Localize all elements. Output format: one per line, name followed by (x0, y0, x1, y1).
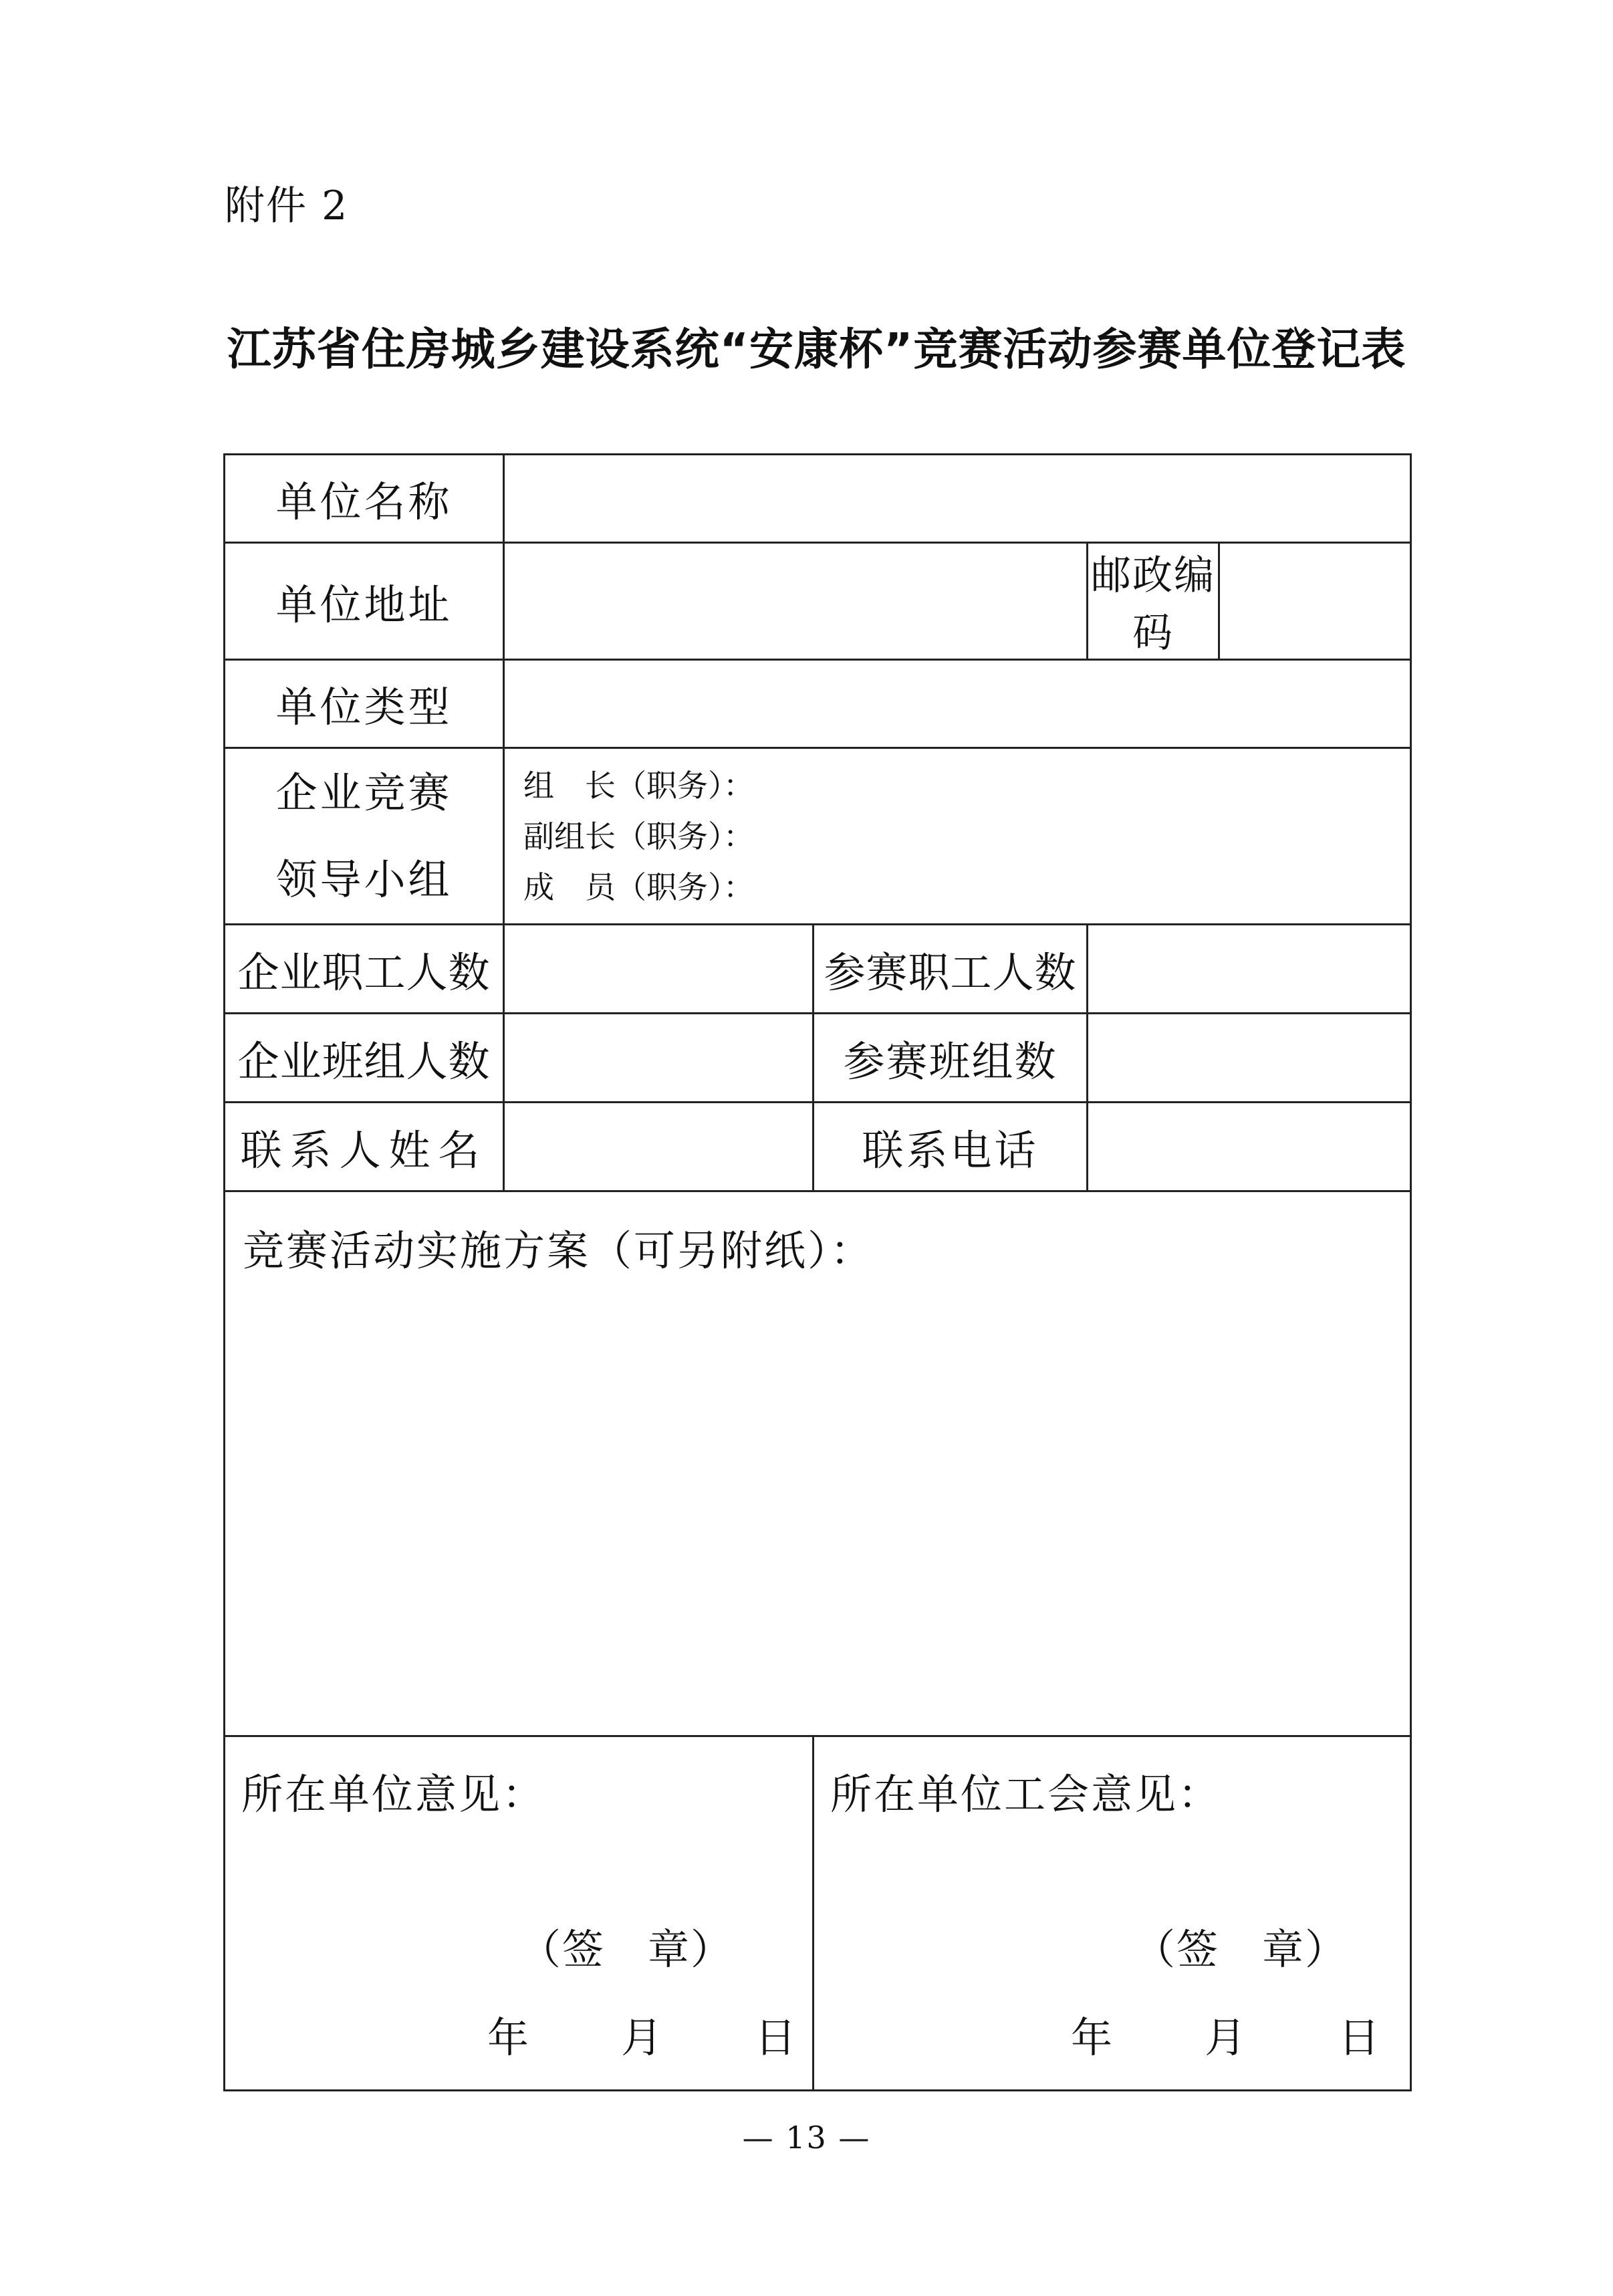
group-leader-line: 组 长（职务）： (523, 767, 754, 804)
unit-day-label: 日 (755, 2013, 797, 2062)
unit-type-field[interactable] (504, 660, 1411, 748)
postal-code-field[interactable] (1219, 543, 1411, 660)
unit-opinion-label: 所在单位意见： (241, 1770, 546, 1819)
unit-seal-label: （签 章） (519, 1925, 734, 1974)
contact-phone-field[interactable] (1088, 1103, 1411, 1191)
unit-opinion-field[interactable] (225, 1736, 814, 2091)
row-contact (225, 1103, 1411, 1191)
union-seal-label: （签 章） (1134, 1925, 1348, 1974)
attachment-label: 附件 2 (225, 183, 349, 229)
participating-team-field[interactable] (1088, 1014, 1411, 1103)
page-number: — 13 — (742, 2119, 871, 2156)
team-count-field[interactable] (504, 1014, 814, 1103)
registration-form-table (223, 453, 1412, 2091)
leading-group-label-line2: 领导小组 (275, 854, 453, 904)
participating-staff-label: 参赛职工人数 (814, 925, 1088, 1014)
member-line: 成 员（职务）： (523, 869, 754, 905)
staff-count-label: 企业职工人数 (225, 925, 504, 1014)
implementation-plan-field[interactable] (225, 1191, 1411, 1736)
union-opinion-field[interactable] (814, 1736, 1411, 2091)
unit-year-label: 年 (487, 2013, 529, 2062)
contact-name-field[interactable] (504, 1103, 814, 1191)
leading-group-label-line1: 企业竞赛 (275, 768, 453, 817)
row-staff-count (225, 925, 1411, 1014)
union-day-label: 日 (1338, 2013, 1380, 2062)
participating-team-label: 参赛班组数 (814, 1014, 1088, 1103)
unit-address-field[interactable] (504, 543, 1088, 660)
union-month-label: 月 (1205, 2013, 1247, 2062)
row-leading-group (225, 748, 1411, 925)
participating-staff-field[interactable] (1088, 925, 1411, 1014)
row-unit-name (225, 455, 1411, 543)
team-count-label: 企业班组人数 (225, 1014, 504, 1103)
row-opinions (225, 1736, 1411, 2091)
union-opinion-label: 所在单位工会意见： (830, 1770, 1222, 1819)
row-team-count (225, 1014, 1411, 1103)
unit-month-label: 月 (621, 2013, 663, 2062)
leading-group-field[interactable] (504, 748, 1411, 925)
postal-code-label: 邮政编码 (1088, 543, 1219, 660)
row-implementation-plan (225, 1191, 1411, 1736)
deputy-leader-line: 副组长（职务）： (523, 818, 754, 854)
implementation-plan-label: 竞赛活动实施方案（可另附纸）： (243, 1226, 874, 1275)
union-year-label: 年 (1071, 2013, 1113, 2062)
row-unit-type (225, 660, 1411, 748)
staff-count-field[interactable] (504, 925, 814, 1014)
unit-type-label: 单位类型 (225, 660, 504, 748)
unit-name-field[interactable] (504, 455, 1411, 543)
row-unit-address (225, 543, 1411, 660)
contact-name-label: 联系人姓名 (225, 1103, 504, 1191)
unit-name-label: 单位名称 (225, 455, 504, 543)
leading-group-label (225, 748, 504, 925)
contact-phone-label: 联系电话 (814, 1103, 1088, 1191)
unit-address-label: 单位地址 (225, 543, 504, 660)
form-title: 江苏省住房城乡建设系统“安康杯”竞赛活动参赛单位登记表 (227, 324, 1406, 375)
